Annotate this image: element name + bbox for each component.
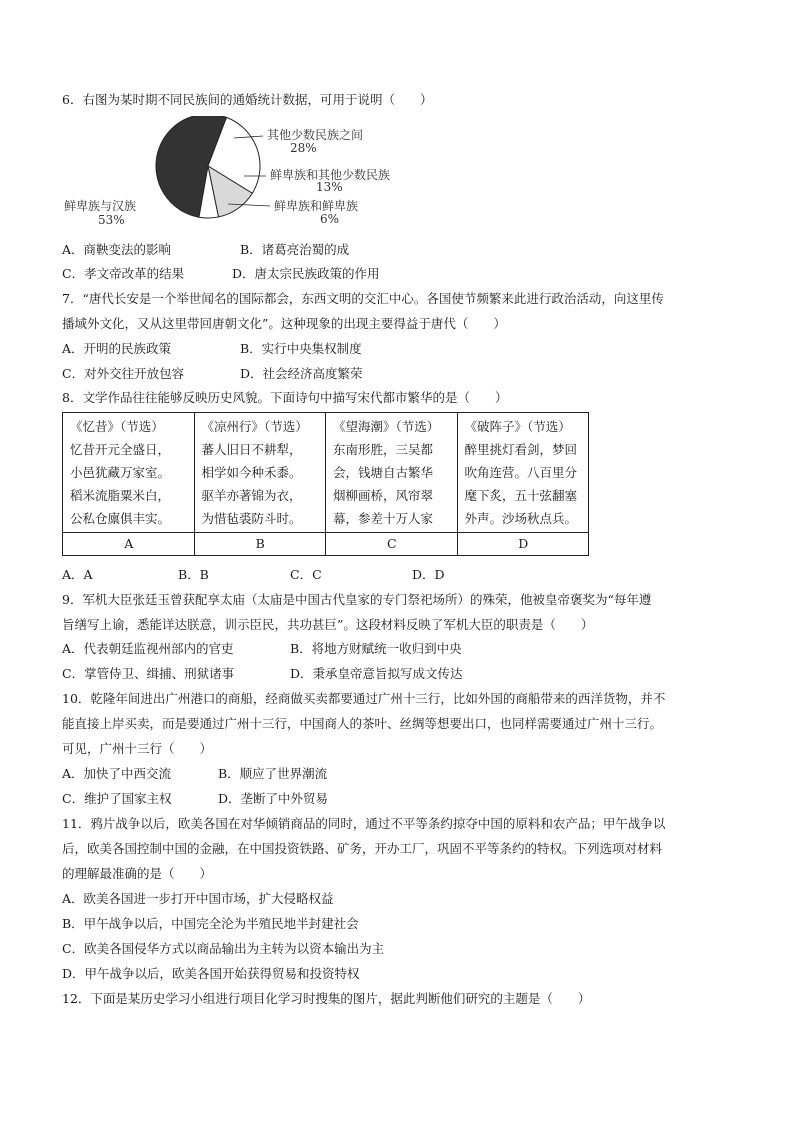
q7-option-c: C．对外交往开放包容	[62, 366, 185, 381]
poem-line: 驱羊亦著锦为衣，	[201, 488, 302, 503]
q9-option-b: B．将地方财赋统一收归到中央	[290, 641, 462, 656]
poem-line: 稻米流脂粟米白，	[70, 488, 171, 503]
poem-line: 忆昔开元全盛日，	[70, 442, 171, 457]
slice-label-xianbei-xianbei: 鲜卑族和鲜卑族	[274, 199, 359, 213]
slice-value-xianbei-other: 13%	[316, 180, 343, 194]
q10-option-a: A．加快了中西交流	[62, 766, 172, 781]
q8-stem: 8．文学作品往往能够反映历史风貌。下面诗句中描写宋代都市繁华的是（ ）	[62, 390, 508, 405]
slice-label-other-minorities: 其他少数民族之间	[267, 128, 364, 142]
q9-option-d: D．秉承皇帝意旨拟写成文传达	[290, 666, 463, 681]
poem-row	[63, 413, 589, 533]
q8-option-c: C．C	[290, 567, 322, 582]
poem-line: 小邑犹藏万家室。	[70, 465, 171, 480]
slice-value-xianbei-han: 53%	[98, 213, 125, 227]
poem-cell-c	[326, 413, 458, 533]
q11-stem-line2: 后，欧美各国控制中国的金融，在中国投资铁路、矿务，开办工厂，巩固不平等条约的特权。下列选项对材料	[62, 841, 663, 856]
q7-stem-line2: 播域外文化，又从这里带回唐朝文化”。这种现象的出现主要得益于唐代（ ）	[62, 316, 506, 331]
q7-option-b: B．实行中央集权制度	[240, 341, 362, 356]
poem-line: 相学如今种禾黍。	[201, 465, 302, 480]
poem-title: 《凉州行》（节选）	[201, 419, 308, 434]
q9-option-c: C．掌管侍卫、缉捕、刑狱诸事	[62, 666, 235, 681]
poem-line: 为惜毡裘防斗时。	[201, 511, 302, 526]
q9-stem-line2: 旨缮写上谕，悉能详达朕意，训示臣民，共功甚巨”。这段材料反映了军机大臣的职责是（ ）	[62, 617, 594, 632]
poem-line: 烟柳画桥，风帘翠	[333, 488, 434, 503]
q6-option-b: B．诸葛亮治蜀的成	[240, 242, 350, 257]
q6-option-d: D．唐太宗民族政策的作用	[232, 266, 380, 281]
letter-row	[63, 533, 589, 556]
poem-title: 《望海潮》（节选）	[333, 419, 440, 434]
q6-option-c: C．孝文帝改革的结果	[62, 266, 185, 281]
letter-cell-a: A	[63, 533, 195, 556]
q7-option-d: D．社会经济高度繁荣	[240, 366, 363, 381]
q8-option-b: B．B	[178, 567, 209, 582]
poem-line: 公私仓廪俱丰实。	[70, 511, 171, 526]
q11-option-c: C．欧美各国侵华方式以商品输出为主转为以资本输出为主	[62, 941, 385, 956]
q10-option-d: D．垄断了中外贸易	[218, 791, 329, 806]
q10-option-c: C．维护了国家主权	[62, 791, 172, 806]
slice-value-xianbei-xianbei: 6%	[320, 212, 340, 226]
slice-value-other-minorities: 28%	[290, 141, 317, 155]
poem-title: 《破阵子》（节选）	[464, 419, 571, 434]
poem-line: 会，钱塘自古繁华	[333, 465, 434, 480]
q12-stem: 12．下面是某历史学习小组进行项目化学习时搜集的图片，据此判断他们研究的主题是（ ）	[62, 991, 591, 1006]
q7-option-a: A．开明的民族政策	[62, 341, 172, 356]
q11-option-d: D．甲午战争以后，欧美各国开始获得贸易和投资特权	[62, 966, 360, 981]
q8-option-a: A．A	[62, 567, 93, 582]
letter-cell-c: C	[326, 533, 458, 556]
poem-line: 幕，参差十万人家	[333, 511, 434, 526]
poem-cell-d	[457, 413, 589, 533]
poem-cell-a	[63, 413, 195, 533]
poem-line: 麾下炙，五十弦翻塞	[464, 488, 578, 503]
q10-stem-line1: 10．乾隆年间进出广州港口的商船，经商做买卖都要通过广州十三行，比如外国的商船带来的西洋货物，并不	[62, 691, 666, 706]
q11-option-a: A．欧美各国进一步打开中国市场，扩大侵略权益	[62, 891, 334, 906]
slice-label-xianbei-han: 鲜卑族与汉族	[64, 199, 137, 213]
q9-option-a: A．代表朝廷监视州部内的官吏	[62, 641, 234, 656]
poem-line: 外声。沙场秋点兵。	[464, 511, 578, 526]
poem-table	[62, 412, 589, 556]
pie-slices	[156, 116, 260, 218]
q11-option-b: B．甲午战争以后，中国完全沦为半殖民地半封建社会	[62, 916, 359, 931]
poem-line: 吹角连营。八百里分	[464, 465, 578, 480]
poem-line: 醉里挑灯看剑，梦回	[464, 442, 578, 457]
poem-line: 蕃人旧日不耕犁，	[201, 442, 302, 457]
q10-stem-line2: 能直接上岸买卖，而是要通过广州十三行，中国商人的茶叶、丝绸等想要出口，也同样需要通过广州十三行。	[62, 716, 663, 731]
q11-stem-line1: 11．鸦片战争以后，欧美各国在对华倾销商品的同时，通过不平等条约掠夺中国的原料和农产品；甲午战争以	[62, 816, 666, 831]
q7-stem-line1: 7．“唐代长安是一个举世闻名的国际都会，东西文明的交汇中心。各国使节频繁来此进行政治活动，向这里传	[62, 291, 664, 306]
intermarriage-pie-chart	[60, 116, 450, 236]
q10-option-b: B．顺应了世界潮流	[218, 766, 328, 781]
letter-cell-b: B	[194, 533, 326, 556]
poem-cell-b	[194, 413, 326, 533]
q6-option-a: A．商鞅变法的影响	[62, 242, 172, 257]
poem-line: 东南形胜，三吴都	[333, 442, 434, 457]
letter-cell-d: D	[457, 533, 589, 556]
poem-title: 《忆昔》（节选）	[70, 419, 164, 434]
q9-stem-line1: 9．军机大臣张廷玉曾获配享太庙（太庙是中国古代皇家的专门祭祀场所）的殊荣，他被皇帝褒奖为“每年遵	[62, 592, 652, 607]
q11-stem-line3: 的理解最准确的是（ ）	[62, 866, 213, 881]
q6-stem: 6．右图为某时期不同民族间的通婚统计数据，可用于说明（ ）	[62, 92, 433, 107]
q10-stem-line3: 可见，广州十三行（ ）	[62, 741, 213, 756]
slice-label-xianbei-other: 鲜卑族和其他少数民族	[270, 168, 391, 182]
q8-option-d: D．D	[412, 567, 445, 582]
